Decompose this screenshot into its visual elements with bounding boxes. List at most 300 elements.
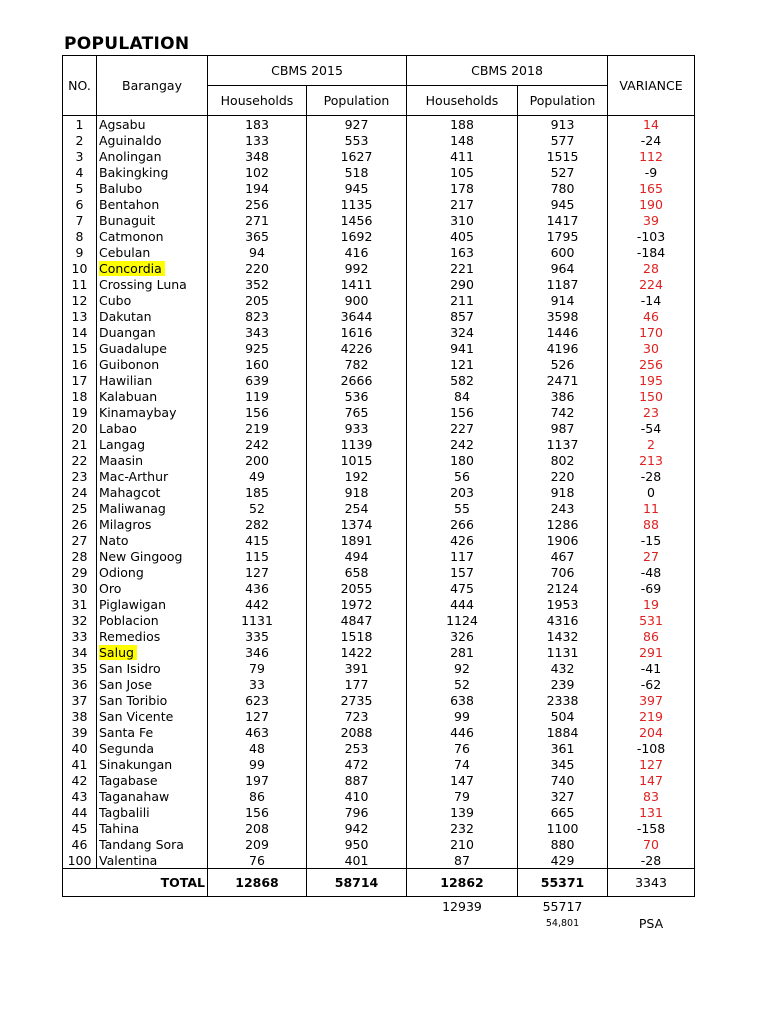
table-row: [63, 292, 695, 308]
population-2018-cell: 327: [518, 788, 608, 804]
population-2015-cell: 4226: [307, 340, 407, 356]
population-2015-cell: 472: [307, 756, 407, 772]
row-no-cell: 35: [63, 660, 97, 676]
row-no-cell: 41: [63, 756, 97, 772]
barangay-name-cell: New Gingoog: [97, 548, 208, 564]
households-2015-cell: 219: [208, 420, 307, 436]
households-2015-cell: 52: [208, 500, 307, 516]
table-row: [63, 564, 695, 580]
variance-cell: 150: [608, 388, 695, 404]
households-2018-cell: 405: [407, 228, 518, 244]
table-row: [63, 804, 695, 820]
households-2015-cell: 242: [208, 436, 307, 452]
population-2015-cell: 1374: [307, 516, 407, 532]
population-2015-cell: 2666: [307, 372, 407, 388]
variance-cell: -69: [608, 580, 695, 596]
extra-row: [63, 897, 695, 916]
table-row: [63, 324, 695, 340]
variance-cell: 11: [608, 500, 695, 516]
population-2015-cell: 1627: [307, 148, 407, 164]
households-2018-cell: 79: [407, 788, 518, 804]
population-2018-cell: 2471: [518, 372, 608, 388]
barangay-name-cell: Langag: [97, 436, 208, 452]
row-no-cell: 20: [63, 420, 97, 436]
households-2015-cell: 348: [208, 148, 307, 164]
population-2018-cell: 467: [518, 548, 608, 564]
barangay-name-cell: Bunaguit: [97, 212, 208, 228]
households-2015-cell: 925: [208, 340, 307, 356]
table-row: [63, 372, 695, 388]
table-row: [63, 116, 695, 133]
households-2018-cell: 217: [407, 196, 518, 212]
table-body: [63, 116, 695, 869]
variance-cell: -103: [608, 228, 695, 244]
table-row: [63, 740, 695, 756]
households-2018-cell: 242: [407, 436, 518, 452]
row-no-cell: 4: [63, 164, 97, 180]
barangay-name-cell: Santa Fe: [97, 724, 208, 740]
households-2018-cell: 941: [407, 340, 518, 356]
total-households-2015: 12868: [208, 869, 307, 897]
table-row: [63, 612, 695, 628]
variance-cell: -15: [608, 532, 695, 548]
households-2015-cell: 99: [208, 756, 307, 772]
variance-cell: -108: [608, 740, 695, 756]
variance-cell: 165: [608, 180, 695, 196]
extra-population-2018: 55717: [542, 898, 583, 914]
variance-cell: 27: [608, 548, 695, 564]
variance-cell: 86: [608, 628, 695, 644]
population-2015-cell: 1411: [307, 276, 407, 292]
households-2015-cell: 197: [208, 772, 307, 788]
population-2015-cell: 927: [307, 116, 407, 133]
barangay-name-cell: Maliwanag: [97, 500, 208, 516]
households-2018-cell: 203: [407, 484, 518, 500]
barangay-name-cell: Mahagcot: [97, 484, 208, 500]
population-table: [62, 55, 695, 931]
population-2015-cell: 416: [307, 244, 407, 260]
households-2018-cell: 324: [407, 324, 518, 340]
table-row: [63, 820, 695, 836]
households-2015-cell: 271: [208, 212, 307, 228]
population-2018-cell: 239: [518, 676, 608, 692]
row-no-cell: 7: [63, 212, 97, 228]
population-2015-cell: 765: [307, 404, 407, 420]
households-2018-cell: 232: [407, 820, 518, 836]
population-2015-cell: 723: [307, 708, 407, 724]
total-population-2015: 58714: [307, 869, 407, 897]
barangay-name-cell: Balubo: [97, 180, 208, 196]
population-2015-cell: 782: [307, 356, 407, 372]
barangay-name-cell: Anolingan: [97, 148, 208, 164]
households-2015-cell: 49: [208, 468, 307, 484]
households-2018-cell: 266: [407, 516, 518, 532]
households-2018-cell: 227: [407, 420, 518, 436]
variance-cell: 397: [608, 692, 695, 708]
row-no-cell: 39: [63, 724, 97, 740]
header-barangay: Barangay: [97, 56, 208, 116]
households-2015-cell: 200: [208, 452, 307, 468]
population-2018-cell: 526: [518, 356, 608, 372]
row-no-cell: 18: [63, 388, 97, 404]
header-households-2018: Households: [407, 86, 518, 116]
barangay-name-cell: Remedios: [97, 628, 208, 644]
extra-row-2: [63, 915, 695, 931]
header-cbms-2015: CBMS 2015: [208, 56, 407, 86]
table-row: [63, 212, 695, 228]
barangay-name-cell: Odiong: [97, 564, 208, 580]
table-row: [63, 628, 695, 644]
row-no-cell: 6: [63, 196, 97, 212]
households-2015-cell: 119: [208, 388, 307, 404]
population-2018-cell: 4316: [518, 612, 608, 628]
row-no-cell: 27: [63, 532, 97, 548]
households-2018-cell: 446: [407, 724, 518, 740]
variance-cell: 224: [608, 276, 695, 292]
population-2018-cell: 964: [518, 260, 608, 276]
households-2015-cell: 208: [208, 820, 307, 836]
households-2015-cell: 415: [208, 532, 307, 548]
population-2018-cell: 3598: [518, 308, 608, 324]
header-cbms-2018: CBMS 2018: [407, 56, 608, 86]
highlighted-barangay-name: Concordia: [99, 261, 165, 276]
population-2018-cell: 1906: [518, 532, 608, 548]
table-row: [63, 548, 695, 564]
barangay-name-cell: Mac-Arthur: [97, 468, 208, 484]
population-2018-cell: 1417: [518, 212, 608, 228]
variance-cell: 127: [608, 756, 695, 772]
barangay-name-cell: Oro: [97, 580, 208, 596]
households-2018-cell: 582: [407, 372, 518, 388]
households-2015-cell: 94: [208, 244, 307, 260]
households-2015-cell: 256: [208, 196, 307, 212]
barangay-name-cell: Guibonon: [97, 356, 208, 372]
row-no-cell: 36: [63, 676, 97, 692]
population-2015-cell: 1518: [307, 628, 407, 644]
table-row: [63, 436, 695, 452]
table-row: [63, 580, 695, 596]
population-2018-cell: 742: [518, 404, 608, 420]
variance-cell: -28: [608, 468, 695, 484]
households-2018-cell: 1124: [407, 612, 518, 628]
row-no-cell: 19: [63, 404, 97, 420]
table-row: [63, 836, 695, 852]
barangay-name-cell: Piglawigan: [97, 596, 208, 612]
header-no: NO.: [63, 56, 97, 116]
barangay-name-cell: [97, 260, 208, 276]
population-2015-cell: 992: [307, 260, 407, 276]
table-row: [63, 484, 695, 500]
table-row: [63, 708, 695, 724]
population-2015-cell: 1692: [307, 228, 407, 244]
population-2018-cell: 386: [518, 388, 608, 404]
row-no-cell: 28: [63, 548, 97, 564]
variance-cell: 0: [608, 484, 695, 500]
barangay-name-cell: Catmonon: [97, 228, 208, 244]
barangay-name-cell: San Isidro: [97, 660, 208, 676]
page-title: POPULATION: [64, 34, 190, 54]
variance-cell: 46: [608, 308, 695, 324]
population-2018-cell: 1884: [518, 724, 608, 740]
table-row: [63, 692, 695, 708]
barangay-name-cell: San Vicente: [97, 708, 208, 724]
households-2018-cell: 221: [407, 260, 518, 276]
table-row: [63, 516, 695, 532]
variance-cell: -62: [608, 676, 695, 692]
population-2018-cell: 780: [518, 180, 608, 196]
population-2018-cell: 4196: [518, 340, 608, 356]
barangay-name-cell: Nato: [97, 532, 208, 548]
households-2018-cell: 211: [407, 292, 518, 308]
variance-cell: 88: [608, 516, 695, 532]
households-2015-cell: 185: [208, 484, 307, 500]
row-no-cell: 3: [63, 148, 97, 164]
table-row: [63, 468, 695, 484]
row-no-cell: 22: [63, 452, 97, 468]
barangay-name-cell: San Toribio: [97, 692, 208, 708]
barangay-name-cell: Tahina: [97, 820, 208, 836]
households-2018-cell: 310: [407, 212, 518, 228]
households-2015-cell: 209: [208, 836, 307, 852]
households-2015-cell: 282: [208, 516, 307, 532]
households-2018-cell: 52: [407, 676, 518, 692]
population-2015-cell: 1456: [307, 212, 407, 228]
row-no-cell: 37: [63, 692, 97, 708]
table-row: [63, 596, 695, 612]
row-no-cell: 30: [63, 580, 97, 596]
barangay-name-cell: Agsabu: [97, 116, 208, 133]
variance-cell: -48: [608, 564, 695, 580]
households-2015-cell: 346: [208, 644, 307, 660]
variance-cell: 23: [608, 404, 695, 420]
row-no-cell: 16: [63, 356, 97, 372]
highlighted-barangay-name: Salug: [99, 645, 137, 660]
row-no-cell: 29: [63, 564, 97, 580]
households-2018-cell: 87: [407, 852, 518, 869]
households-2015-cell: 823: [208, 308, 307, 324]
row-no-cell: 34: [63, 644, 97, 660]
row-no-cell: 12: [63, 292, 97, 308]
households-2018-cell: 156: [407, 404, 518, 420]
table-row: [63, 452, 695, 468]
variance-cell: -24: [608, 132, 695, 148]
households-2018-cell: 121: [407, 356, 518, 372]
population-2015-cell: 1139: [307, 436, 407, 452]
population-2015-cell: 1972: [307, 596, 407, 612]
population-2018-cell: 2124: [518, 580, 608, 596]
households-2015-cell: 133: [208, 132, 307, 148]
households-2018-cell: 426: [407, 532, 518, 548]
households-2015-cell: 127: [208, 564, 307, 580]
households-2018-cell: 147: [407, 772, 518, 788]
variance-cell: 39: [608, 212, 695, 228]
total-row: [63, 869, 695, 897]
variance-cell: 83: [608, 788, 695, 804]
table-row: [63, 644, 695, 660]
row-no-cell: 44: [63, 804, 97, 820]
variance-cell: -9: [608, 164, 695, 180]
table-row: [63, 132, 695, 148]
table-row: [63, 500, 695, 516]
population-2015-cell: 933: [307, 420, 407, 436]
households-2015-cell: 623: [208, 692, 307, 708]
row-no-cell: 25: [63, 500, 97, 516]
row-no-cell: 45: [63, 820, 97, 836]
population-2018-cell: 1286: [518, 516, 608, 532]
households-2015-cell: 156: [208, 404, 307, 420]
table-row: [63, 180, 695, 196]
table-row: [63, 196, 695, 212]
variance-cell: -54: [608, 420, 695, 436]
variance-cell: -41: [608, 660, 695, 676]
row-no-cell: 13: [63, 308, 97, 324]
row-no-cell: 21: [63, 436, 97, 452]
population-2018-cell: 1137: [518, 436, 608, 452]
population-2015-cell: 887: [307, 772, 407, 788]
barangay-name-cell: Dakutan: [97, 308, 208, 324]
households-2015-cell: 194: [208, 180, 307, 196]
population-2015-cell: 3644: [307, 308, 407, 324]
population-2018-cell: 945: [518, 196, 608, 212]
barangay-name-cell: Taganahaw: [97, 788, 208, 804]
households-2018-cell: 444: [407, 596, 518, 612]
table-row: [63, 164, 695, 180]
population-2018-cell: 706: [518, 564, 608, 580]
population-2015-cell: 4847: [307, 612, 407, 628]
population-2018-cell: 740: [518, 772, 608, 788]
table-row: [63, 308, 695, 324]
households-2015-cell: 343: [208, 324, 307, 340]
header-population-2018: Population: [518, 86, 608, 116]
population-2018-cell: 665: [518, 804, 608, 820]
population-2015-cell: 177: [307, 676, 407, 692]
population-2018-cell: 802: [518, 452, 608, 468]
table-row: [63, 756, 695, 772]
table-row: [63, 404, 695, 420]
households-2018-cell: 163: [407, 244, 518, 260]
variance-cell: 28: [608, 260, 695, 276]
households-2015-cell: 365: [208, 228, 307, 244]
population-2015-cell: 2055: [307, 580, 407, 596]
population-2015-cell: 536: [307, 388, 407, 404]
population-2015-cell: 410: [307, 788, 407, 804]
households-2015-cell: 205: [208, 292, 307, 308]
households-2018-cell: 84: [407, 388, 518, 404]
table-row: [63, 148, 695, 164]
households-2018-cell: 105: [407, 164, 518, 180]
psa-label: PSA: [638, 915, 664, 931]
population-2015-cell: 796: [307, 804, 407, 820]
population-2018-cell: 987: [518, 420, 608, 436]
row-no-cell: 43: [63, 788, 97, 804]
row-no-cell: 38: [63, 708, 97, 724]
households-2015-cell: 352: [208, 276, 307, 292]
row-no-cell: 15: [63, 340, 97, 356]
barangay-name-cell: Poblacion: [97, 612, 208, 628]
population-2015-cell: 900: [307, 292, 407, 308]
table-row: [63, 772, 695, 788]
barangay-name-cell: Guadalupe: [97, 340, 208, 356]
total-variance: 3343: [608, 869, 695, 897]
households-2018-cell: 188: [407, 116, 518, 133]
population-2018-cell: 577: [518, 132, 608, 148]
table-row: [63, 788, 695, 804]
row-no-cell: 32: [63, 612, 97, 628]
table-row: [63, 676, 695, 692]
households-2015-cell: 183: [208, 116, 307, 133]
population-2015-cell: 2735: [307, 692, 407, 708]
population-2015-cell: 192: [307, 468, 407, 484]
barangay-name-cell: Maasin: [97, 452, 208, 468]
households-2018-cell: 148: [407, 132, 518, 148]
barangay-name-cell: Tagbalili: [97, 804, 208, 820]
households-2018-cell: 74: [407, 756, 518, 772]
total-label: TOTAL: [97, 869, 208, 897]
barangay-name-cell: Sinakungan: [97, 756, 208, 772]
population-2015-cell: 401: [307, 852, 407, 869]
extra-households-2018: 12939: [442, 898, 482, 914]
table-row: [63, 420, 695, 436]
households-2018-cell: 475: [407, 580, 518, 596]
households-2018-cell: 157: [407, 564, 518, 580]
barangay-name-cell: Aguinaldo: [97, 132, 208, 148]
population-2018-cell: 600: [518, 244, 608, 260]
population-2015-cell: 1422: [307, 644, 407, 660]
row-no-cell: 31: [63, 596, 97, 612]
households-2015-cell: 33: [208, 676, 307, 692]
households-2018-cell: 92: [407, 660, 518, 676]
population-2015-cell: 918: [307, 484, 407, 500]
population-2018-cell: 220: [518, 468, 608, 484]
households-2015-cell: 1131: [208, 612, 307, 628]
row-no-cell: 46: [63, 836, 97, 852]
row-no-cell: 17: [63, 372, 97, 388]
households-2015-cell: 86: [208, 788, 307, 804]
population-2015-cell: 1891: [307, 532, 407, 548]
households-2018-cell: 178: [407, 180, 518, 196]
population-2018-cell: 880: [518, 836, 608, 852]
total-households-2018: 12862: [407, 869, 518, 897]
barangay-name-cell: Duangan: [97, 324, 208, 340]
households-2018-cell: 180: [407, 452, 518, 468]
table-row: [63, 660, 695, 676]
variance-cell: 291: [608, 644, 695, 660]
population-2015-cell: 518: [307, 164, 407, 180]
variance-cell: -184: [608, 244, 695, 260]
population-2018-cell: 1432: [518, 628, 608, 644]
barangay-name-cell: [97, 644, 208, 660]
households-2018-cell: 210: [407, 836, 518, 852]
barangay-name-cell: Hawilian: [97, 372, 208, 388]
row-no-cell: 9: [63, 244, 97, 260]
variance-cell: 2: [608, 436, 695, 452]
population-2015-cell: 1616: [307, 324, 407, 340]
population-2018-cell: 243: [518, 500, 608, 516]
population-2015-cell: 950: [307, 836, 407, 852]
table-row: [63, 244, 695, 260]
variance-cell: 531: [608, 612, 695, 628]
variance-cell: 195: [608, 372, 695, 388]
table-row: [63, 276, 695, 292]
population-2015-cell: 942: [307, 820, 407, 836]
households-2015-cell: 335: [208, 628, 307, 644]
households-2015-cell: 48: [208, 740, 307, 756]
variance-cell: 213: [608, 452, 695, 468]
households-2018-cell: 76: [407, 740, 518, 756]
header-population-2015: Population: [307, 86, 407, 116]
table-row: [63, 724, 695, 740]
variance-cell: -28: [608, 852, 695, 869]
